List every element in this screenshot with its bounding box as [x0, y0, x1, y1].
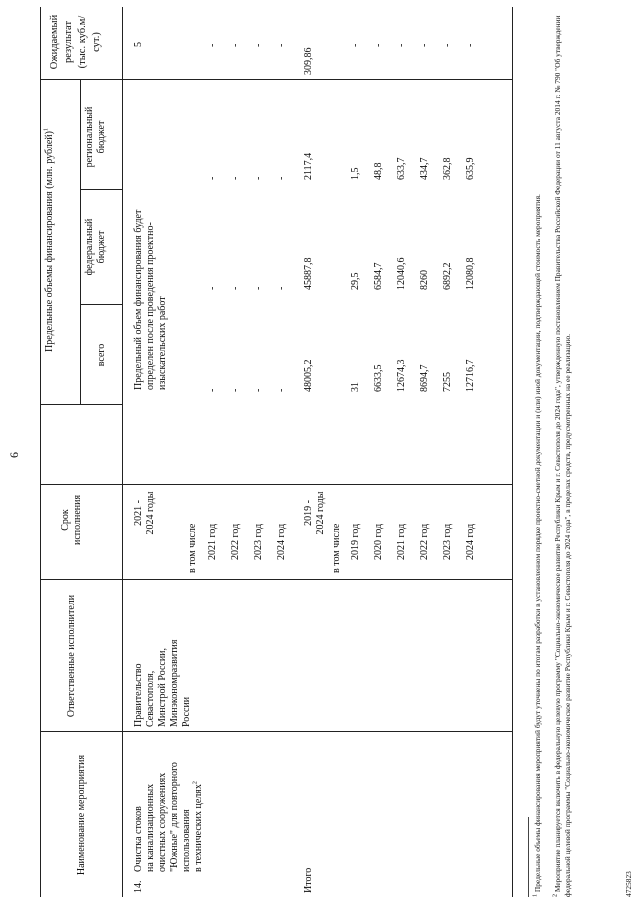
header-result: Ожидаемый результат (тыс. куб.м/сут.) — [49, 14, 102, 70]
itogo-label: Итого — [303, 867, 314, 893]
header-name: Наименование мероприятия — [76, 754, 87, 876]
itogo-result-cell: - — [442, 43, 453, 47]
row14-regional-dash: - — [253, 176, 264, 180]
itogo-regional-cell: 362,8 — [442, 157, 453, 180]
itogo-regional-cell: 635,9 — [465, 157, 476, 180]
itogo-regional-cell: 434,7 — [419, 157, 430, 180]
row14-executor-4: Минэкономразвития — [169, 639, 180, 727]
row14-name-5: использования — [181, 809, 192, 872]
itogo-regional-cell: 1,5 — [350, 167, 361, 180]
itogo-result-cell: - — [350, 43, 361, 47]
col-rule-1 — [40, 731, 512, 732]
row14-total-dash: - — [207, 388, 218, 392]
row14-period: 2021 - 2024 годы — [133, 491, 156, 535]
itogo-result-cell: - — [419, 43, 430, 47]
itogo-federal-cell: 12080,8 — [465, 257, 476, 290]
row14-federal-dash: - — [207, 286, 218, 290]
itogo-year-cell: 2020 год — [373, 523, 384, 560]
header-bottom-rule — [122, 7, 123, 897]
itogo-federal-cell: 8260 — [419, 270, 430, 290]
col-rule-2 — [40, 579, 512, 580]
row14-name-1: Очистка стоков — [133, 806, 144, 872]
col-rule-5 — [80, 304, 122, 305]
row14-number: 14. — [133, 880, 144, 893]
itogo-total-cell: 8694,7 — [419, 364, 430, 392]
row14-year: 2024 год — [276, 523, 287, 560]
row14-name-6: в технических целях$^2$ — [192, 781, 204, 872]
row14-year: 2021 год — [207, 523, 218, 560]
row14-federal-dash: - — [230, 286, 241, 290]
row14-name-2: на канализационных — [145, 783, 156, 872]
header-term: Срок исполнения — [60, 494, 83, 545]
row14-result: 5 — [133, 42, 144, 47]
col-rule-3 — [40, 484, 512, 485]
itogo-federal-cell: 29,5 — [350, 272, 361, 290]
row14-regional-dash: - — [207, 176, 218, 180]
header-regional: региональный бюджет — [84, 106, 107, 168]
row14-result-dash: - — [276, 43, 287, 47]
col-rule-7 — [40, 79, 512, 80]
header-total: всего — [96, 343, 107, 367]
row14-total-dash: - — [253, 388, 264, 392]
row14-total-dash: - — [276, 388, 287, 392]
itogo-total-cell: 31 — [350, 382, 361, 392]
itogo-year-cell: 2024 год — [465, 523, 476, 560]
row14-federal-dash: - — [253, 286, 264, 290]
itogo-result-cell: - — [465, 43, 476, 47]
itogo-year-cell: 2023 год — [442, 523, 453, 560]
row14-result-dash: - — [207, 43, 218, 47]
itogo-federal: 45887,8 — [303, 257, 314, 290]
itogo-result-cell: - — [396, 43, 407, 47]
doc-code: 4725823 — [624, 871, 633, 897]
footnote-2: $^2$ Мероприятие планируется включить в федеральную целевую программу "Социально-экономическое развитие Республики Крым и г. Севастополя до 2024 года", утвержденную постановлением Правительства Российской Федерации от 11 августа 2014 г. № 790 "Об утверждении федеральной целевой программы "Социально-экономическое развитие Республики Крым и г. Севастополя до 2024 года", в пределах средств, предусмотренных на ее реализацию. — [552, 15, 572, 897]
itogo-year-cell: 2019 год — [350, 523, 361, 560]
table-top-rule — [40, 7, 41, 897]
itogo-regional: 2117,4 — [303, 152, 314, 180]
row14-executor-3: Минстрой России, — [157, 647, 168, 727]
itogo-federal-cell: 6892,2 — [442, 262, 453, 290]
itogo-year-cell: 2022 год — [419, 523, 430, 560]
itogo-including: в том числе — [331, 523, 342, 573]
row14-result-dash: - — [230, 43, 241, 47]
itogo-year-cell: 2021 год — [396, 523, 407, 560]
itogo-total-cell: 12716,7 — [465, 359, 476, 392]
funding-sub-rule — [80, 80, 81, 405]
header-executors: Ответственные исполнители — [66, 594, 77, 718]
itogo-regional-cell: 633,7 — [396, 157, 407, 180]
col-rule-4 — [40, 404, 122, 405]
row14-executor-1: Правительство — [133, 663, 144, 727]
row14-executor-2: Севастополя, — [145, 670, 156, 727]
itogo-result-cell: - — [373, 43, 384, 47]
col-rule-6 — [80, 189, 122, 190]
row14-year: 2023 год — [253, 523, 264, 560]
itogo-federal-cell: 12040,6 — [396, 257, 407, 290]
itogo-period: 2019 - 2024 годы — [303, 491, 326, 535]
itogo-federal-cell: 6584,7 — [373, 262, 384, 290]
footnote-1: $^1$ Предельные объемы финансирования мероприятий будут уточнены по итогам разработки в установленном порядке проектно-сметной документации и (или) иной документации, подтверждающей стоимость мероприятия. — [532, 194, 542, 897]
row14-including: в том числе — [187, 523, 198, 573]
row14-result-dash: - — [253, 43, 264, 47]
page-number: 6 — [7, 452, 21, 458]
row14-year: 2022 год — [230, 523, 241, 560]
row14-regional-dash: - — [230, 176, 241, 180]
footnote-rule — [528, 817, 529, 897]
itogo-total-cell: 7255 — [442, 372, 453, 392]
row14-name-4: "Южные" для повторного — [169, 762, 180, 872]
header-federal: федеральный бюджет — [84, 218, 107, 276]
row14-regional-dash: - — [276, 176, 287, 180]
itogo-total: 48005,2 — [303, 359, 314, 392]
row14-funding-note: Предельный объем финансирования будет определен после проведения проектно-изыскательских работ — [133, 209, 168, 390]
itogo-total-cell: 6633,5 — [373, 364, 384, 392]
header-funding: Предельные объемы финансирования (млн. рублей)$^1$ — [43, 128, 55, 352]
row14-name-3: очистных сооружениях — [157, 772, 168, 872]
table-bottom-rule — [512, 7, 513, 897]
itogo-total-cell: 12674,3 — [396, 359, 407, 392]
row14-executor-5: России — [181, 696, 192, 727]
itogo-result: 309,86 — [303, 47, 314, 75]
row14-federal-dash: - — [276, 286, 287, 290]
itogo-regional-cell: 48,8 — [373, 162, 384, 180]
row14-total-dash: - — [230, 388, 241, 392]
